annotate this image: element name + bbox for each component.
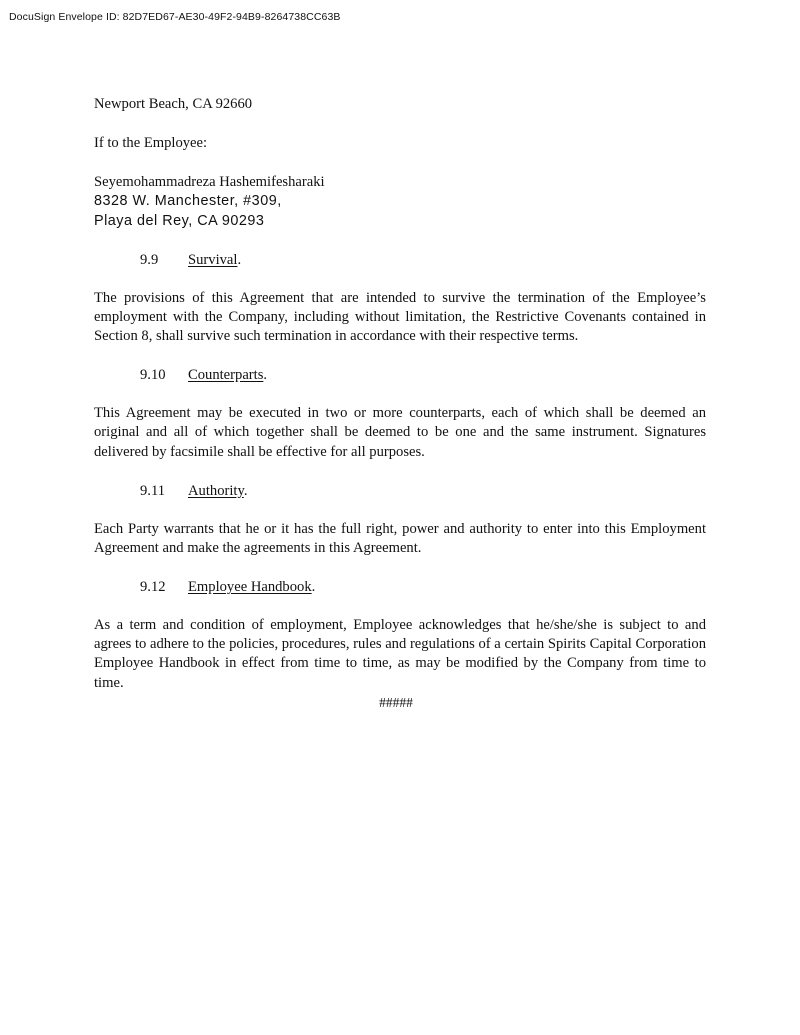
employee-street: 8328 W. Manchester, #309, bbox=[94, 193, 282, 210]
section-number: 9.10 bbox=[140, 367, 166, 384]
section-number: 9.11 bbox=[140, 482, 165, 499]
section-title: Employee Handbook bbox=[188, 579, 312, 596]
section-heading-authority bbox=[94, 482, 706, 501]
section-title: Authority bbox=[188, 482, 244, 499]
employee-address-block bbox=[94, 173, 706, 231]
employee-notice-label: If to the Employee: bbox=[94, 135, 208, 152]
section-number: 9.12 bbox=[140, 579, 166, 596]
section-title-punct: . bbox=[263, 367, 268, 384]
section-title: Counterparts bbox=[188, 367, 264, 384]
section-title-punct: . bbox=[237, 251, 242, 268]
section-body-authority: Each Party warrants that he or it has the full right, power and authority to enter into this Employment Agreement and make the agreements in this Agreement. bbox=[94, 520, 706, 556]
section-heading-survival bbox=[94, 251, 706, 270]
section-number: 9.9 bbox=[140, 251, 159, 268]
end-of-document-mark: ##### bbox=[379, 695, 413, 711]
employee-city: Playa del Rey, CA 90293 bbox=[94, 212, 265, 229]
section-heading-employee-handbook bbox=[94, 578, 706, 597]
section-title-punct: . bbox=[243, 482, 248, 499]
section-body-counterparts: This Agreement may be executed in two or more counterparts, each of which shall be deemed an original and all of which together shall be deemed to be one and the same instrument. Signatures delivered by facsimile shall be effective for all purposes. bbox=[94, 405, 706, 460]
section-body-survival: The provisions of this Agreement that are intended to survive the termination of the Employee’s employment with the Company, including without limitation, the Restrictive Covenants contained in Section 8, shall survive such termination in accordance with their respective terms. bbox=[94, 289, 706, 345]
section-body-employee-handbook: As a term and condition of employment, Employee acknowledges that he/she/she is subject to and agrees to adhere to the policies, procedures, rules and regulations of a certain Spirits Capital Corporation Employee Handbook in effect from time to time, as may be modified by the Company from time to time. bbox=[94, 616, 706, 691]
company-address-line: Newport Beach, CA 92660 bbox=[94, 96, 253, 112]
document-page bbox=[94, 95, 706, 712]
docusign-envelope-id: DocuSign Envelope ID: 82D7ED67-AE30-49F2-94B9-8264738CC63B bbox=[9, 11, 341, 23]
section-heading-counterparts bbox=[94, 366, 706, 385]
employee-name: Seyemohammadreza Hashemifesharaki bbox=[94, 174, 325, 191]
section-title-punct: . bbox=[311, 579, 316, 596]
section-title: Survival bbox=[188, 251, 238, 268]
